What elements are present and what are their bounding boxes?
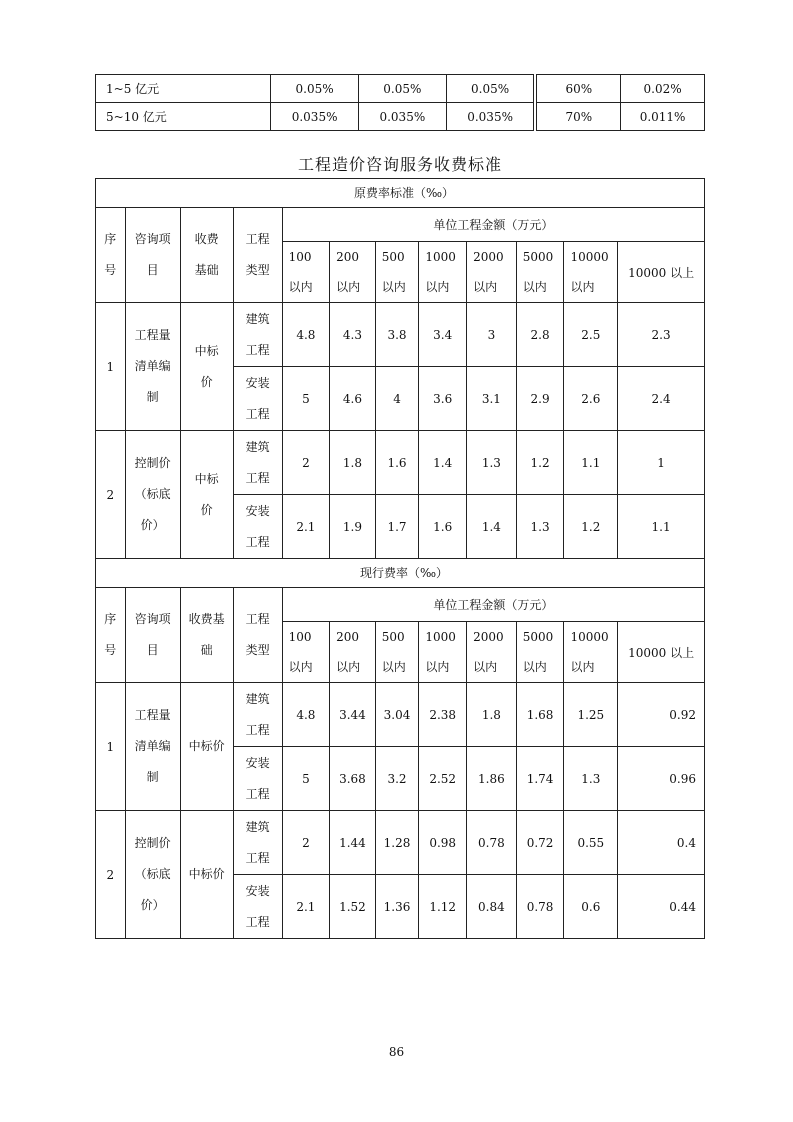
type-cell-line: 建筑 [245,311,270,326]
header-type [233,588,282,683]
header-seq [96,208,126,303]
item-cell-line: 价） [140,518,165,532]
header-range-line: 以内 [288,280,313,294]
rate-cell: 1.1 [564,431,618,495]
rate-cell: 2.1 [282,495,330,559]
rate-cell: 0.78 [467,811,517,875]
rate-cell: 1.8 [330,431,376,495]
rate-cell: 4.8 [282,303,330,367]
item-cell-line: 价） [140,898,165,912]
header-range-line: 10000 [570,250,609,264]
header-range-line: 以内 [425,660,450,674]
type-cell [233,367,282,431]
rate-cell: 0.6 [564,875,618,939]
section-band: 现行费率（‰） [96,559,705,588]
header-range-line: 以内 [570,280,595,294]
header-item [125,208,180,303]
seq-cell: 2 [96,431,126,559]
table-row [96,103,705,131]
type-cell-line: 工程 [245,470,270,485]
header-range-line: 200 [336,250,360,264]
rate-cell: 1.6 [375,431,419,495]
header-range-line: 1000 [425,250,456,264]
rate-cell: 1.74 [516,747,564,811]
rate-cell: 1.86 [467,747,517,811]
header-seq-line: 号 [104,263,117,277]
header-range-line: 以内 [522,660,547,674]
table-row [96,683,705,747]
header-range [282,242,330,303]
header-range [419,242,467,303]
header-item [125,588,180,683]
header-range-line: 以内 [336,280,361,294]
header-range-line: 100 [288,250,312,264]
rate-cell: 1.68 [516,683,564,747]
rate-cell: 1.44 [330,811,376,875]
rate-cell: 2.1 [282,875,330,939]
item-cell [125,811,180,939]
rate-cell: 1.7 [375,495,419,559]
header-range [467,242,517,303]
rate-cell: 4.3 [330,303,376,367]
header-base-line: 收费 [194,232,219,246]
type-cell-line: 工程 [245,786,270,801]
rate-cell: 3.2 [375,747,419,811]
header-base [180,208,233,303]
header-base-line: 收费基 [188,612,225,626]
rate-cell: 1.52 [330,875,376,939]
header-type-line: 类型 [245,263,270,277]
rate-cell: 3.04 [375,683,419,747]
rate-cell: 1.8 [467,683,517,747]
section-band-row [96,179,705,208]
table-row [96,303,705,367]
header-range-line: 2000 [473,630,504,644]
rate-cell: 1.6 [419,495,467,559]
header-item-line: 目 [146,263,159,277]
rate-cell: 4 [375,367,419,431]
header-range-line: 以内 [381,280,406,294]
rate-cell: 2.5 [564,303,618,367]
header-range [564,242,618,303]
section-band-row [96,559,705,588]
header-type [233,208,282,303]
header-type-line: 工程 [245,232,270,246]
rate-cell: 1.4 [419,431,467,495]
item-cell-line: 清单编 [134,739,171,753]
item-cell-line: 清单编 [134,359,171,373]
header-range-line: 以内 [288,660,313,674]
rate-cell: 5 [282,747,330,811]
header-seq [96,588,126,683]
header-amount: 单位工程金额（万元） [282,588,704,622]
header-item-line: 咨询项 [134,232,171,246]
value-cell: 0.011% [621,103,705,131]
header-range [516,622,564,683]
rate-cell: 1.3 [516,495,564,559]
value-cell: 70% [537,103,621,131]
item-cell [125,303,180,431]
value-cell: 60% [537,75,621,103]
header-range-last: 10000 以上 [618,242,705,303]
seq-cell: 1 [96,683,126,811]
header-range [375,622,419,683]
header-range-line: 以内 [473,660,498,674]
header-range-last: 10000 以上 [618,622,705,683]
rate-cell: 0.84 [467,875,517,939]
rate-cell: 3.4 [419,303,467,367]
base-cell-line: 价 [200,374,213,389]
rate-cell: 1.1 [618,495,705,559]
header-range [516,242,564,303]
rate-cell: 1.3 [564,747,618,811]
type-cell [233,495,282,559]
rate-cell: 1.28 [375,811,419,875]
type-cell [233,683,282,747]
rate-cell: 3.1 [467,367,517,431]
base-cell [180,683,233,811]
header-range [282,622,330,683]
value-cell: 0.05% [271,75,359,103]
header-range-line: 100 [288,630,312,644]
header-range-line: 1000 [425,630,456,644]
rate-cell: 1.36 [375,875,419,939]
rate-cell: 1.4 [467,495,517,559]
seq-cell: 1 [96,303,126,431]
header-base [180,588,233,683]
rate-cell: 2.38 [419,683,467,747]
rate-cell: 1.2 [564,495,618,559]
rate-cell: 2.52 [419,747,467,811]
header-range [467,622,517,683]
fee-ratio-table-continued [95,74,705,131]
type-cell-line: 工程 [245,342,270,357]
rate-cell: 1 [618,431,705,495]
current-rate-section [96,559,705,939]
header-range-line: 10000 [570,630,609,644]
header-range [419,622,467,683]
base-cell-line: 价 [200,502,213,517]
header-range-line: 以内 [522,280,547,294]
rate-cell: 2.4 [618,367,705,431]
rate-cell: 3.6 [419,367,467,431]
rate-cell: 0.96 [618,747,705,811]
header-base-line: 础 [200,643,213,657]
rate-cell: 1.2 [516,431,564,495]
header-type-line: 类型 [245,643,270,657]
table-row [96,75,705,103]
type-cell-line: 工程 [245,534,270,549]
rate-cell: 0.4 [618,811,705,875]
rate-cell: 4.6 [330,367,376,431]
type-cell-line: 工程 [245,850,270,865]
base-cell [180,303,233,431]
header-type-line: 工程 [245,612,270,626]
base-cell-line: 中标 [194,343,219,358]
base-cell-line: 中标价 [188,867,225,881]
header-range [330,242,376,303]
header-seq-line: 序 [104,232,117,246]
item-cell-line: （标底 [134,867,171,881]
value-cell: 0.05% [446,75,534,103]
header-range-line: 以内 [425,280,450,294]
scale-label: 5~10 亿元 [96,103,271,131]
header-item-line: 咨询项 [134,612,171,626]
header-range [564,622,618,683]
item-cell-line: （标底 [134,487,171,501]
seq-cell: 2 [96,811,126,939]
rate-cell: 3.8 [375,303,419,367]
rate-cell: 4.8 [282,683,330,747]
rate-cell: 2.6 [564,367,618,431]
base-cell [180,431,233,559]
header-row [96,208,705,242]
type-cell-line: 安装 [245,503,270,518]
rate-cell: 2.8 [516,303,564,367]
rate-cell: 0.72 [516,811,564,875]
item-cell-line: 制 [146,770,159,784]
rate-cell: 0.78 [516,875,564,939]
base-cell-line: 中标 [194,471,219,486]
type-cell-line: 建筑 [245,819,270,834]
header-amount: 单位工程金额（万元） [282,208,704,242]
item-cell-line: 控制价 [134,836,171,850]
page-title: 工程造价咨询服务收费标准 [297,155,502,174]
rate-cell: 0.44 [618,875,705,939]
value-cell: 0.035% [271,103,359,131]
type-cell [233,431,282,495]
rate-cell: 0.55 [564,811,618,875]
type-cell-line: 安装 [245,375,270,390]
item-cell-line: 制 [146,390,159,404]
rate-cell: 1.3 [467,431,517,495]
header-seq-line: 号 [104,643,117,657]
header-range [330,622,376,683]
item-cell-line: 工程量 [134,328,171,342]
scale-label: 1~5 亿元 [96,75,271,103]
header-range-line: 500 [381,630,405,644]
original-rate-section [96,179,705,559]
header-base-line: 基础 [194,263,219,277]
value-cell: 0.035% [358,103,446,131]
type-cell-line: 工程 [245,406,270,421]
type-cell-line: 建筑 [245,691,270,706]
value-cell: 0.05% [358,75,446,103]
header-range-line: 以内 [473,280,498,294]
item-cell-line: 工程量 [134,708,171,722]
header-range-line: 以内 [336,660,361,674]
table-row [96,811,705,875]
item-cell [125,683,180,811]
header-range-line: 5000 [522,250,554,264]
header-range-line: 以内 [381,660,406,674]
header-range-line: 5000 [522,630,554,644]
header-range-line: 500 [381,250,405,264]
type-cell [233,811,282,875]
item-cell-line: 控制价 [134,456,171,470]
base-cell-line: 中标价 [188,739,225,753]
rate-cell: 3 [467,303,517,367]
item-cell [125,431,180,559]
value-cell: 0.035% [446,103,534,131]
rate-cell: 5 [282,367,330,431]
type-cell-line: 工程 [245,914,270,929]
type-cell [233,875,282,939]
table-row [96,431,705,495]
section-band: 原费率标准（‰） [96,179,705,208]
rate-cell: 1.12 [419,875,467,939]
type-cell-line: 安装 [245,755,270,770]
rate-cell: 3.44 [330,683,376,747]
rate-cell: 0.98 [419,811,467,875]
page-number: 86 [388,1045,405,1059]
base-cell [180,811,233,939]
rate-cell: 2 [282,431,330,495]
rate-cell: 0.92 [618,683,705,747]
header-range-line: 200 [336,630,360,644]
type-cell-line: 工程 [245,722,270,737]
rate-cell: 2.9 [516,367,564,431]
rate-cell: 2 [282,811,330,875]
header-range-line: 2000 [473,250,504,264]
rate-cell: 1.25 [564,683,618,747]
header-seq-line: 序 [104,612,117,626]
rate-cell: 2.3 [618,303,705,367]
consulting-fee-table [95,178,705,939]
rate-cell: 3.68 [330,747,376,811]
header-item-line: 目 [146,643,159,657]
header-range-line: 以内 [570,660,595,674]
rate-cell: 1.9 [330,495,376,559]
header-row [96,588,705,622]
type-cell [233,747,282,811]
header-range [375,242,419,303]
type-cell-line: 安装 [245,883,270,898]
value-cell: 0.02% [621,75,705,103]
type-cell-line: 建筑 [245,439,270,454]
type-cell [233,303,282,367]
